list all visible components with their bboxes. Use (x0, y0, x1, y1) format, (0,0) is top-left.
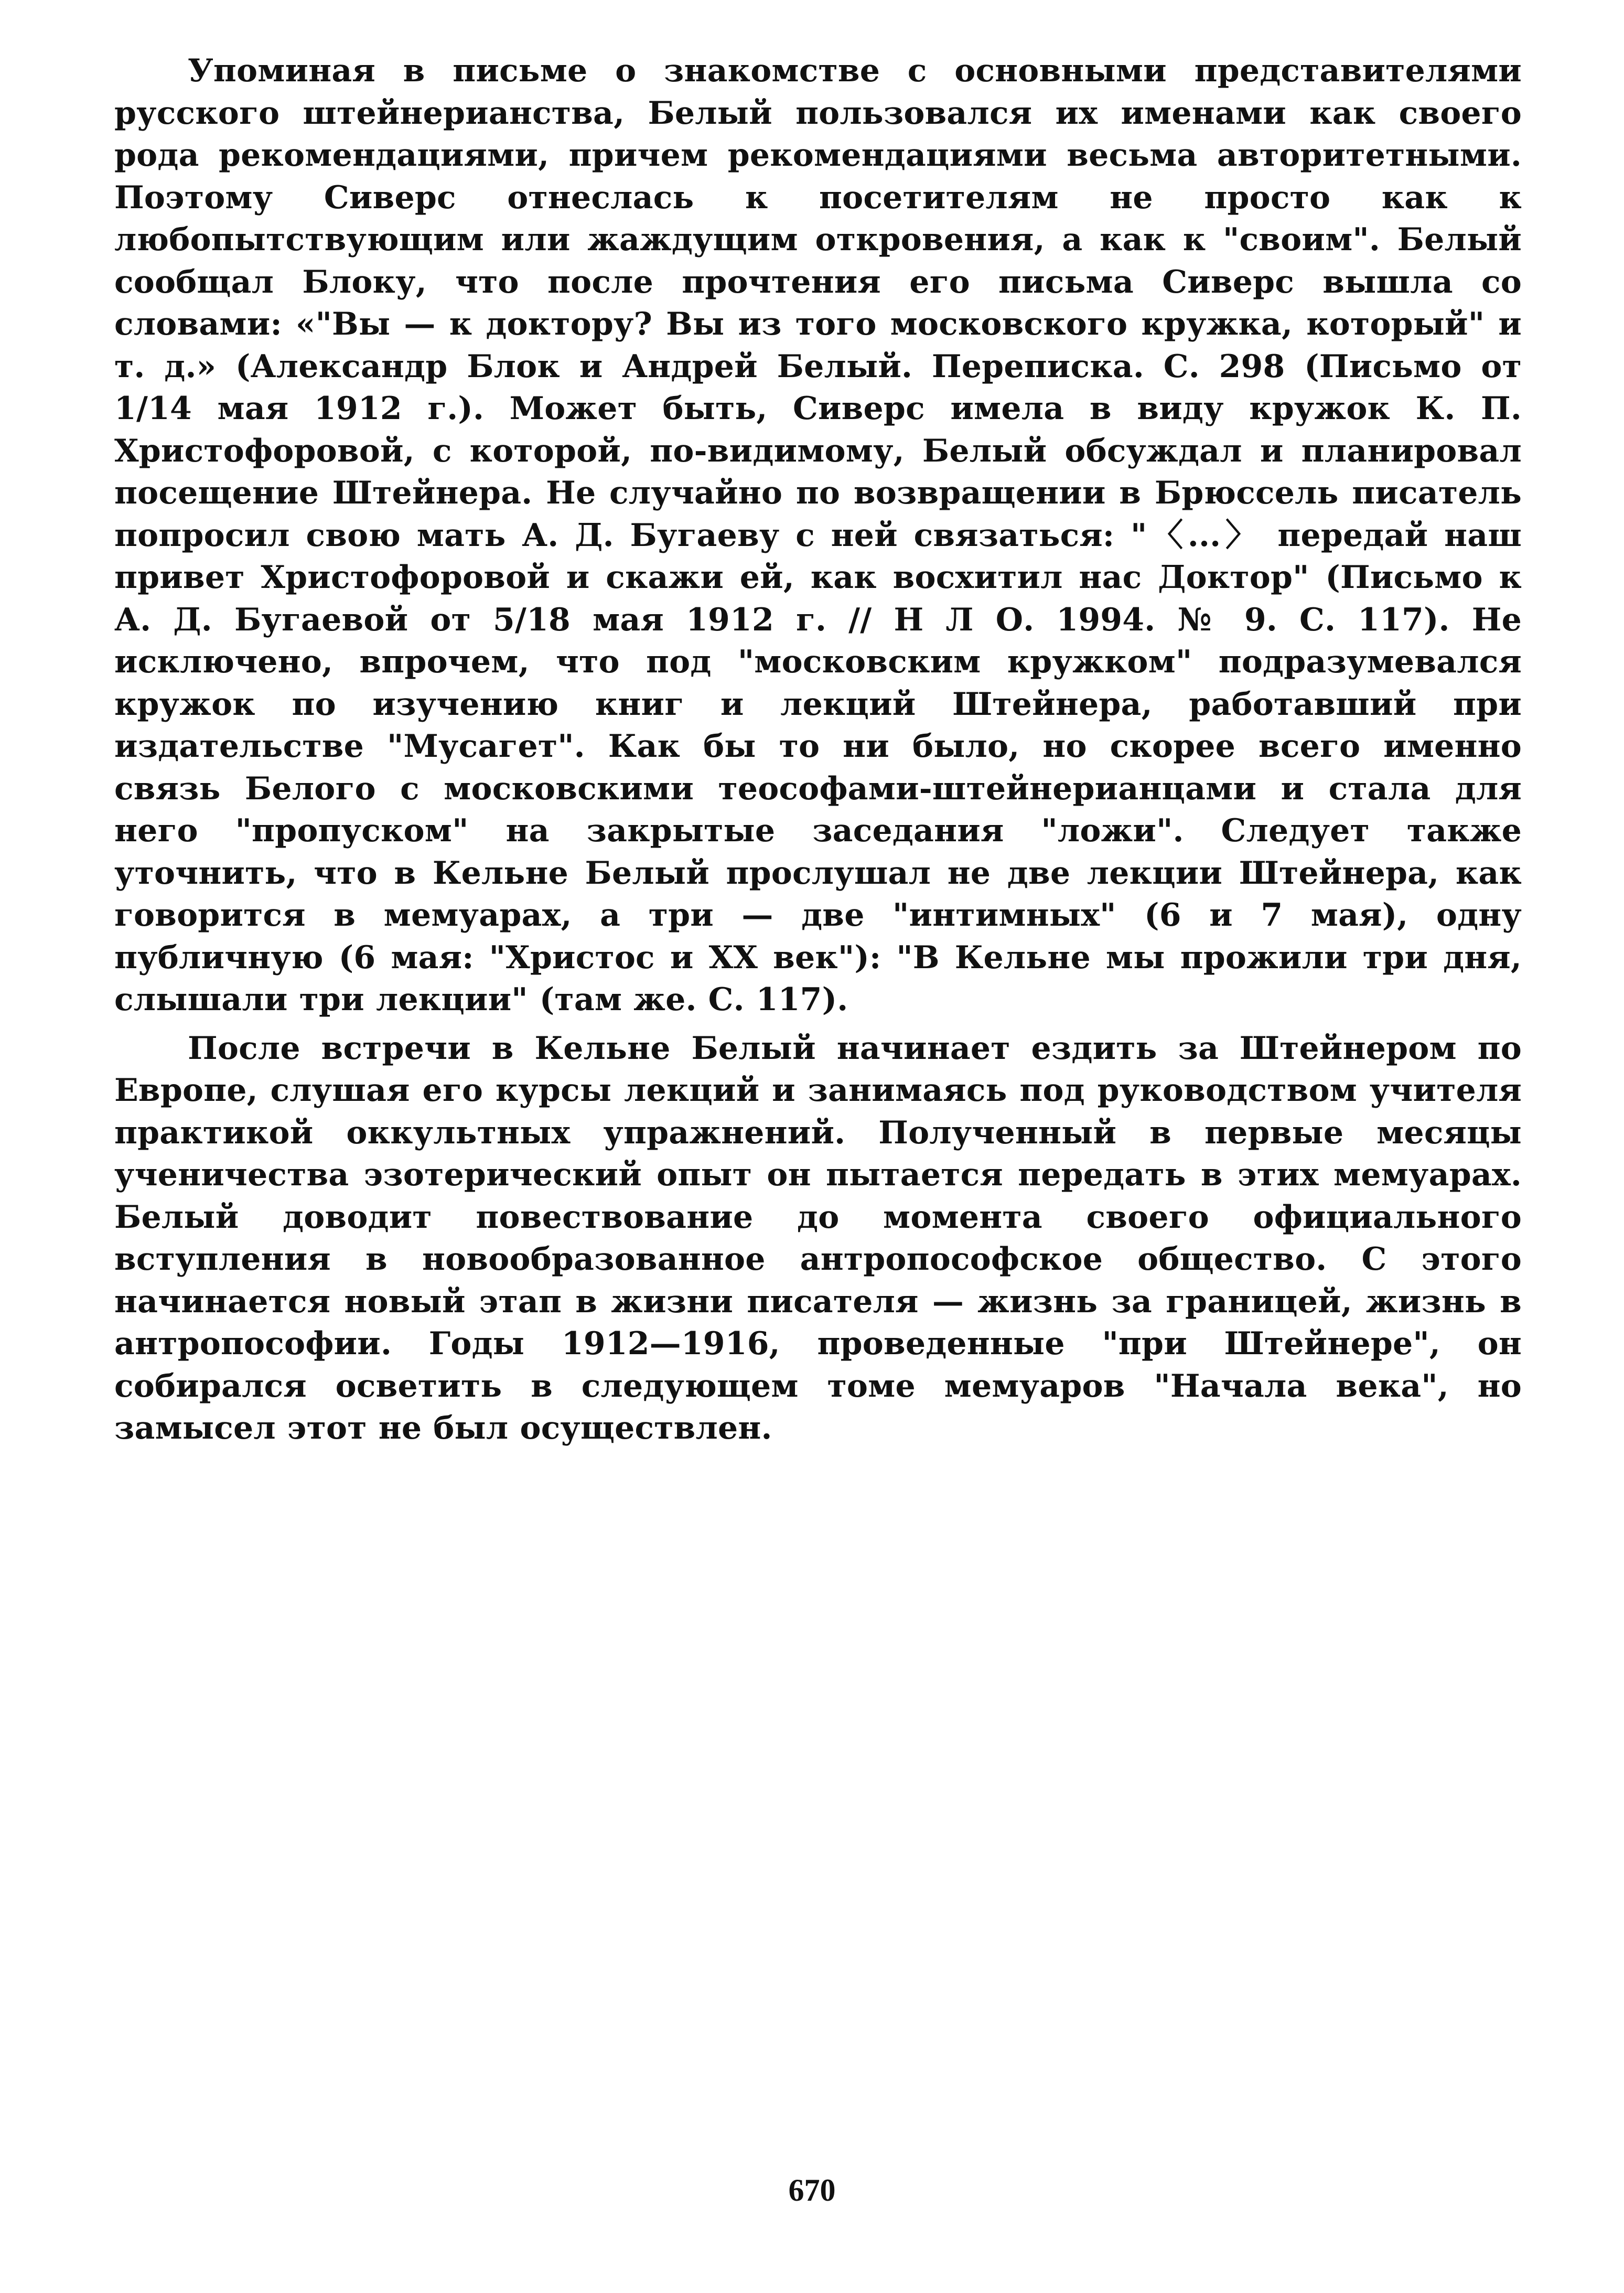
paragraph-1: Упоминая в письме о знакомстве с основными представителями русского штейнерианства, Белый пользовался их именами как своего рода рекомендациями, причем рекомендациями весьма авторитетными. Поэтому Сиверс отнеслась к посетителям не просто как к любопытствующим или жаждущим откровения, а как к "своим". Белый сообщал Блоку, что после прочтения его письма Сиверс вышла со словами: «"Вы — к доктору? Вы из того московского кружка, который" и т. д.» (Александр Блок и Андрей Белый. Переписка. С. 298 (Письмо от 1/14 мая 1912 г.). Может быть, Сиверс имела в виду кружок К. П. Христофоровой, с которой, по-видимому, Белый обсуждал и планировал посещение Штейнера. Не случайно по возвращении в Брюссель писатель попросил свою мать А. Д. Бугаеву с ней связаться: "〈...〉 передай наш привет Христофоровой и скажи ей, как восхитил нас Доктор" (Письмо к А. Д. Бугаевой от 5/18 мая 1912 г. // Н Л О. 1994. № 9. С. 117). Не исключено, впрочем, что под "московским кружком" подразумевался кружок по изучению книг и лекций Штейнера, работавший при издательстве "Мусагет". Как бы то ни было, но скорее всего именно связь Белого с московскими теософами-штейнерианцами и стала для него "пропуском" на закрытые заседания "ложи". Следует также уточнить, что в Кельне Белый прослушал не две лекции Штейнера, как говорится в мемуарах, а три — две "интимных" (6 и 7 мая), одну публичную (6 мая: "Христос и XX век"): "В Кельне мы прожили три дня, слышали три лекции" (там же. С. 117). (114, 52, 1522, 1018)
body-text (114, 50, 1522, 1450)
paragraph-2: После встречи в Кельне Белый начинает ездить за Штейнером по Европе, слушая его курсы лекций и занимаясь под руководством учителя практикой оккультных упражнений. Полученный в первые месяцы ученичества эзотерический опыт он пытается передать в этих мемуарах. Белый доводит повествование до момента своего официального вступления в новообразованное антропософское общество. С этого начинается новый этап в жизни писателя — жизнь за границей, жизнь в антропософии. Годы 1912—1916, проведенные "при Штейнере", он собирался осветить в следующем томе мемуаров "Начала века", но замысел этот не был осуществлен. (114, 1030, 1522, 1446)
page-number: 670 (788, 2173, 836, 2208)
